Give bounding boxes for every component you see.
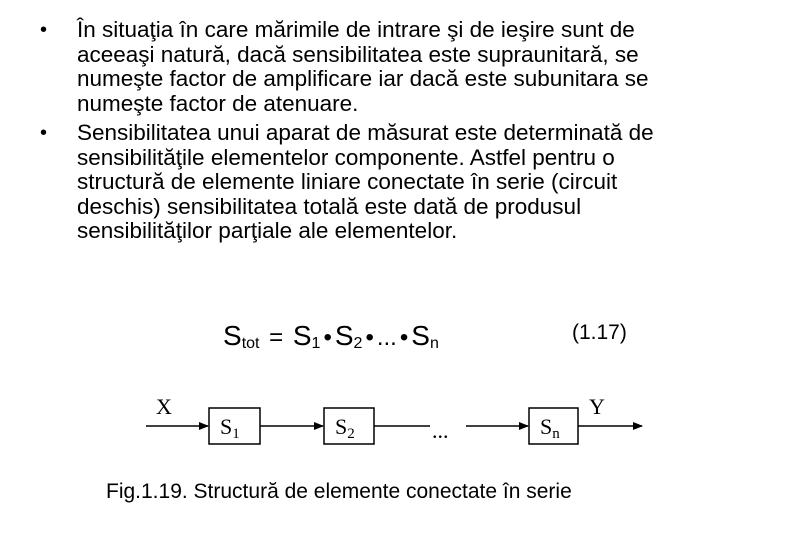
block-s2-sub: 2 [347, 426, 355, 442]
bullet-2-line-3: structură de elemente liniare conectate în serie (circuit [77, 169, 618, 194]
block-s2-var: S [335, 414, 348, 439]
block-s2-label [335, 414, 355, 442]
bullet-1-line-3: numeşte factor de amplificare iar dacă este subunitara se [77, 66, 649, 91]
block-s1-label [220, 414, 240, 442]
formula-dot-3: • [399, 324, 409, 351]
formula-term-2-sub: 2 [353, 335, 363, 352]
formula-term-1-var: S [292, 320, 312, 351]
formula-lhs-var: S [223, 320, 242, 351]
block-s1-sub: 1 [232, 426, 240, 442]
bullet-2-line-1: Sensibilitatea unui aparat de măsurat este determinată de [77, 120, 654, 145]
bullet-2-line-4: deschis) sensibilitatea totală este dată de produsul [77, 193, 582, 219]
block-sn-label [540, 414, 560, 442]
bullet-2-line-5: sensibilităţilor parţiale ale elementelor. [77, 218, 458, 243]
formula-term-n-var: S [411, 320, 430, 351]
bullet-marker: • [40, 122, 48, 144]
diagram-ellipsis: ... [432, 418, 449, 443]
input-label: X [156, 394, 172, 419]
block-sn-var: S [540, 414, 553, 439]
formula-lhs-sub: tot [241, 335, 260, 352]
output-label: Y [589, 394, 605, 419]
formula-term-2-var: S [334, 320, 354, 351]
figure-caption: Fig.1.19. Structură de elemente conectate în serie [106, 480, 572, 503]
equation-number: (1.17) [572, 321, 627, 344]
bullet-1-line-4: numeşte factor de atenuare. [77, 90, 359, 116]
block-sn-sub: n [552, 426, 560, 442]
formula-dot-1: • [323, 324, 332, 351]
formula-equals: = [269, 324, 284, 351]
formula-ellipsis: ... [376, 324, 397, 351]
bullet-1-line-2: aceeaşi natură, dacă sensibilitatea este supraunitară, se [77, 41, 639, 67]
formula-dot-2: • [365, 324, 374, 351]
block-s1-var: S [220, 414, 233, 439]
formula-term-n-sub: n [429, 335, 439, 352]
bullet-1-line-1: În situaţia în care mărimile de intrare şi de ieşire sunt de [77, 17, 635, 42]
bullet-marker: • [40, 19, 48, 41]
bullet-2-line-2: sensibilităţile elementelor componente. Astfel pentru o [77, 144, 615, 170]
formula-term-1-sub: 1 [311, 335, 321, 352]
